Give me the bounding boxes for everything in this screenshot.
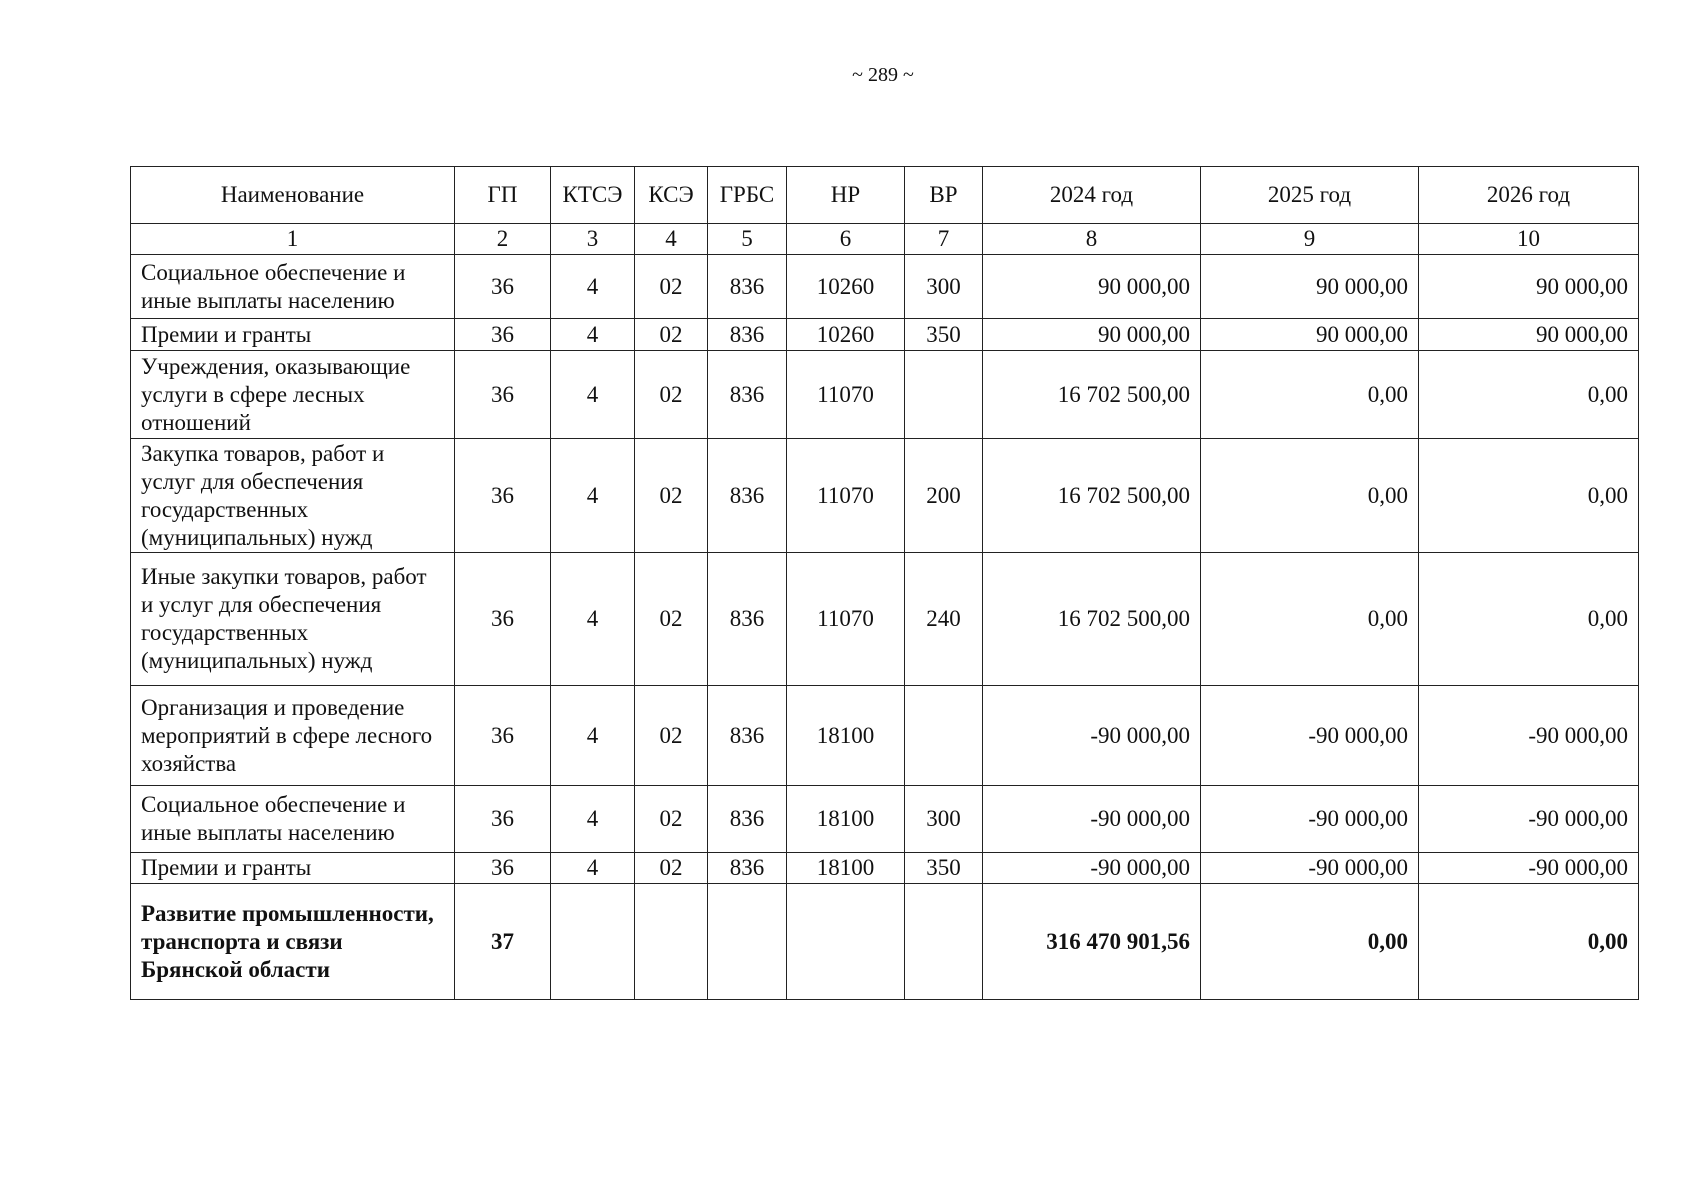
row-gp: 36 [455,439,551,553]
row-grbs: 836 [708,255,787,319]
header-2026: 2026 год [1419,167,1639,224]
row-vr: 200 [905,439,983,553]
row-grbs: 836 [708,853,787,884]
row-vr: 240 [905,553,983,686]
row-ktse: 4 [551,255,635,319]
table-row [131,439,1639,553]
row-amount-2024: -90 000,00 [983,853,1201,884]
row-amount-2024: -90 000,00 [983,686,1201,786]
row-grbs [708,884,787,1000]
row-gp: 36 [455,553,551,686]
row-amount-2024: -90 000,00 [983,786,1201,853]
column-number: 3 [551,224,635,255]
row-amount-2026: 0,00 [1419,884,1639,1000]
row-amount-2024: 16 702 500,00 [983,439,1201,553]
row-ktse: 4 [551,319,635,351]
row-nr: 10260 [787,319,905,351]
row-gp: 37 [455,884,551,1000]
column-number: 10 [1419,224,1639,255]
row-name: Организация и проведение мероприятий в сфере лесного хозяйства [131,686,455,786]
row-nr: 11070 [787,439,905,553]
row-kse [635,884,708,1000]
row-ktse [551,884,635,1000]
column-number: 7 [905,224,983,255]
row-grbs: 836 [708,319,787,351]
row-ktse: 4 [551,439,635,553]
header-vr: ВР [905,167,983,224]
row-grbs: 836 [708,439,787,553]
header-nr: НР [787,167,905,224]
column-number: 5 [708,224,787,255]
row-amount-2026: 0,00 [1419,553,1639,686]
header-2024: 2024 год [983,167,1201,224]
row-name: Социальное обеспечение и иные выплаты населению [131,255,455,319]
header-name: Наименование [131,167,455,224]
table-row-total [131,884,1639,1000]
row-amount-2024: 90 000,00 [983,319,1201,351]
column-number: 6 [787,224,905,255]
row-amount-2025: 0,00 [1201,351,1419,439]
row-amount-2026: 0,00 [1419,439,1639,553]
row-nr: 11070 [787,553,905,686]
row-amount-2024: 90 000,00 [983,255,1201,319]
row-gp: 36 [455,319,551,351]
row-ktse: 4 [551,553,635,686]
row-vr [905,686,983,786]
table-row [131,853,1639,884]
row-kse: 02 [635,553,708,686]
row-vr: 300 [905,255,983,319]
row-gp: 36 [455,351,551,439]
row-amount-2025: 0,00 [1201,884,1419,1000]
row-amount-2024: 16 702 500,00 [983,351,1201,439]
row-amount-2026: -90 000,00 [1419,853,1639,884]
row-ktse: 4 [551,853,635,884]
row-amount-2026: -90 000,00 [1419,686,1639,786]
table-row [131,319,1639,351]
row-gp: 36 [455,686,551,786]
budget-table [130,166,1639,1000]
row-amount-2026: 90 000,00 [1419,319,1639,351]
row-name: Премии и гранты [131,853,455,884]
row-nr [787,884,905,1000]
column-number-row [131,224,1639,255]
row-amount-2025: 0,00 [1201,439,1419,553]
row-amount-2026: 0,00 [1419,351,1639,439]
row-amount-2025: 90 000,00 [1201,255,1419,319]
row-amount-2026: -90 000,00 [1419,786,1639,853]
row-amount-2026: 90 000,00 [1419,255,1639,319]
row-kse: 02 [635,255,708,319]
row-nr: 18100 [787,853,905,884]
column-number: 2 [455,224,551,255]
row-amount-2024: 316 470 901,56 [983,884,1201,1000]
table-row [131,786,1639,853]
row-vr [905,884,983,1000]
row-ktse: 4 [551,351,635,439]
row-amount-2025: 90 000,00 [1201,319,1419,351]
row-name: Иные закупки товаров, работ и услуг для обеспечения государственных (муниципальных) нужд [131,553,455,686]
header-row [131,167,1639,224]
row-name: Социальное обеспечение и иные выплаты населению [131,786,455,853]
row-nr: 18100 [787,786,905,853]
table-row [131,255,1639,319]
header-ktse: КТСЭ [551,167,635,224]
row-kse: 02 [635,786,708,853]
row-grbs: 836 [708,686,787,786]
header-grbs: ГРБС [708,167,787,224]
column-number: 9 [1201,224,1419,255]
row-vr: 300 [905,786,983,853]
column-number: 4 [635,224,708,255]
row-grbs: 836 [708,351,787,439]
row-ktse: 4 [551,786,635,853]
row-kse: 02 [635,319,708,351]
row-kse: 02 [635,853,708,884]
header-kse: КСЭ [635,167,708,224]
column-number: 8 [983,224,1201,255]
page-number: ~ 289 ~ [852,64,914,86]
table-row [131,351,1639,439]
row-amount-2025: -90 000,00 [1201,786,1419,853]
table-row [131,686,1639,786]
row-gp: 36 [455,255,551,319]
row-nr: 10260 [787,255,905,319]
row-grbs: 836 [708,553,787,686]
row-nr: 11070 [787,351,905,439]
header-gp: ГП [455,167,551,224]
row-name: Развитие промышленности, транспорта и связи Брянской области [131,884,455,1000]
row-gp: 36 [455,853,551,884]
row-amount-2025: -90 000,00 [1201,686,1419,786]
row-amount-2024: 16 702 500,00 [983,553,1201,686]
row-vr: 350 [905,319,983,351]
row-kse: 02 [635,439,708,553]
column-number: 1 [131,224,455,255]
header-2025: 2025 год [1201,167,1419,224]
row-grbs: 836 [708,786,787,853]
row-name: Премии и гранты [131,319,455,351]
row-ktse: 4 [551,686,635,786]
row-kse: 02 [635,351,708,439]
row-gp: 36 [455,786,551,853]
row-vr [905,351,983,439]
row-kse: 02 [635,686,708,786]
row-name: Закупка товаров, работ и услуг для обеспечения государственных (муниципальных) нужд [131,439,455,553]
table-row [131,553,1639,686]
row-name: Учреждения, оказывающие услуги в сфере лесных отношений [131,351,455,439]
row-amount-2025: -90 000,00 [1201,853,1419,884]
row-vr: 350 [905,853,983,884]
row-nr: 18100 [787,686,905,786]
row-amount-2025: 0,00 [1201,553,1419,686]
